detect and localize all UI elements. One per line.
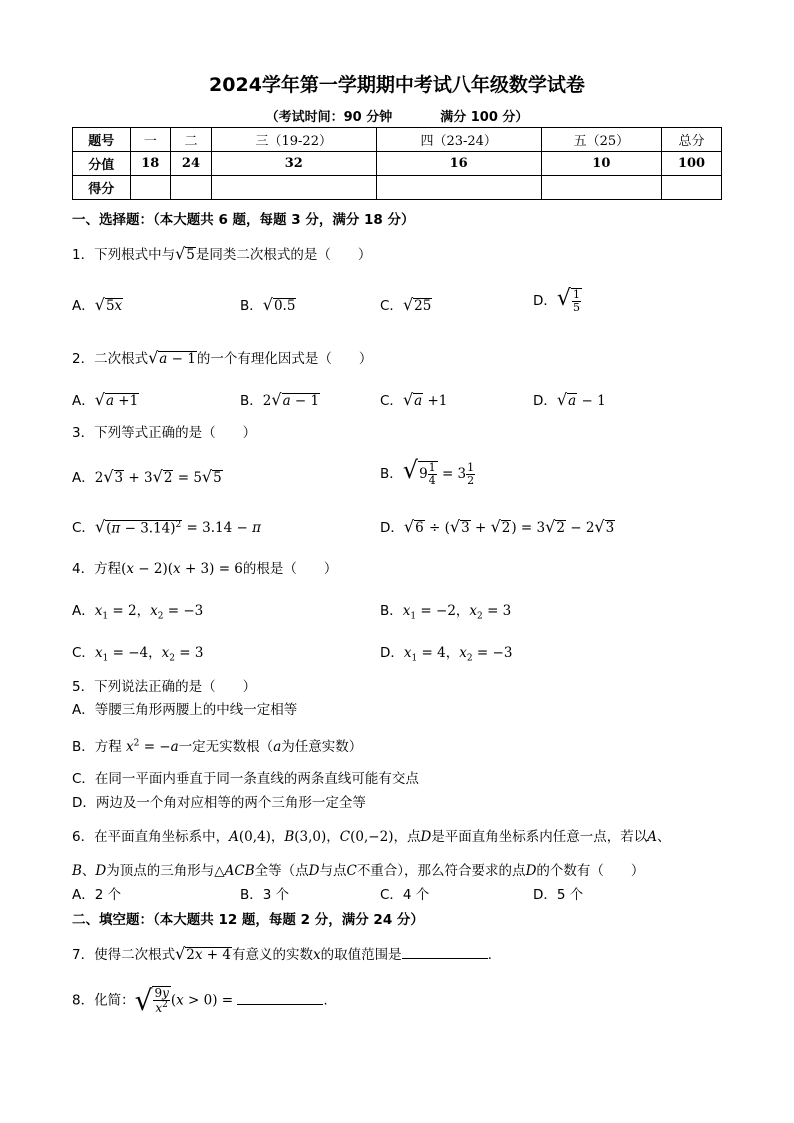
table-row bbox=[73, 128, 722, 152]
score-input-cell[interactable] bbox=[376, 176, 541, 200]
q3-option-c[interactable]: C．$√(\pi - 3.14)^2 = 3.14 - \pi$ bbox=[72, 517, 261, 536]
question-3: 3．下列等式正确的是（ ） bbox=[72, 425, 257, 441]
score-table bbox=[72, 127, 722, 200]
table-cell: 10 bbox=[541, 152, 661, 176]
exam-title: 2024学年第一学期期中考试八年级数学试卷 bbox=[209, 74, 585, 96]
q2-option-b[interactable]: B．2√a − 1 bbox=[240, 390, 320, 409]
question-7: 7．使得二次根式√2x + 4有意义的实数x的取值范围是 . bbox=[72, 944, 492, 963]
question-text: 1．下列根式中与 bbox=[72, 247, 176, 263]
q4-option-a[interactable]: A．$x_1 = 2$，$x_2 = -3$ bbox=[72, 603, 204, 622]
question-text: 是同类二次根式的是（ ） bbox=[195, 247, 372, 263]
q2-option-d[interactable]: D．√a − 1 bbox=[533, 390, 606, 409]
table-cell: 16 bbox=[376, 152, 541, 176]
table-cell: 一 bbox=[130, 128, 171, 152]
question-5: 5．下列说法正确的是（ ） bbox=[72, 679, 257, 695]
table-cell: 得分 bbox=[73, 176, 131, 200]
table-cell: 总分 bbox=[662, 128, 722, 152]
q4-option-d[interactable]: D．$x_1 = 4$，$x_2 = -3$ bbox=[380, 645, 513, 664]
score-input-cell[interactable] bbox=[130, 176, 171, 200]
table-cell: 24 bbox=[171, 152, 212, 176]
section-heading-choice: 一、选择题：（本大题共 6 题，每题 3 分，满分 18 分） bbox=[72, 212, 415, 228]
table-cell: 分值 bbox=[73, 152, 131, 176]
table-cell: 三（19-22） bbox=[211, 128, 376, 152]
q5-option-c[interactable]: C．在同一平面内垂直于同一条直线的两条直线可能有交点 bbox=[72, 771, 419, 787]
q4-option-c[interactable]: C．$x_1 = -4$，$x_2 = 3$ bbox=[72, 645, 204, 664]
q5-option-d[interactable]: D．两边及一个角对应相等的两个三角形一定全等 bbox=[72, 795, 366, 811]
table-cell: 18 bbox=[130, 152, 171, 176]
table-cell: 100 bbox=[662, 152, 722, 176]
table-row bbox=[73, 176, 722, 200]
q2-option-c[interactable]: C．√a +1 bbox=[380, 390, 448, 409]
question-2: 2．二次根式√a − 1的一个有理化因式是（ ） bbox=[72, 348, 373, 367]
score-input-cell[interactable] bbox=[211, 176, 376, 200]
score-input-cell[interactable] bbox=[171, 176, 212, 200]
table-cell: 五（25） bbox=[541, 128, 661, 152]
q3-option-a[interactable]: A．2√3 + 3√2 = 5√5 bbox=[72, 467, 222, 486]
q1-option-a[interactable]: A．√5x bbox=[72, 295, 123, 314]
question-6-line-2: B、D为顶点的三角形与△ACB全等（点D与点C不重合），那么符合要求的点D的个数有（ ） bbox=[72, 863, 645, 879]
exam-time: （考试时间：90 分钟 bbox=[265, 110, 393, 125]
table-cell: 题号 bbox=[73, 128, 131, 152]
exam-subtitle bbox=[0, 106, 794, 125]
q5-option-b[interactable]: B．方程 $x^2 = -a$一定无实数根（a为任意实数） bbox=[72, 738, 363, 755]
exam-full-score: 满分 100 分） bbox=[440, 110, 529, 125]
answer-blank[interactable] bbox=[237, 1004, 323, 1005]
q1-option-d[interactable]: D．√ $\frac{1}{5}$ bbox=[533, 286, 580, 314]
table-row bbox=[73, 152, 722, 176]
q1-option-b[interactable]: B．√0.5 bbox=[240, 295, 296, 314]
answer-blank[interactable] bbox=[402, 958, 488, 959]
q6-option-b[interactable]: B．3 个 bbox=[240, 887, 290, 903]
q3-option-b[interactable]: B．√9 $\frac{1}{4}$ = 3 $\frac{1}{2}$ bbox=[380, 456, 475, 487]
question-1: 1．下列根式中与√5是同类二次根式的是（ ） bbox=[72, 244, 372, 263]
q6-option-a[interactable]: A．2 个 bbox=[72, 887, 122, 903]
q1-option-c[interactable]: C．√25 bbox=[380, 295, 432, 314]
question-6-line-1: 6．在平面直角坐标系中，A(0,4)，B(3,0)，C(0,−2)，点D是平面直角坐标系内任意一点，若以A、 bbox=[72, 829, 671, 845]
q6-option-c[interactable]: C．4 个 bbox=[380, 887, 430, 903]
table-cell: 二 bbox=[171, 128, 212, 152]
q2-option-a[interactable]: A．√a +1 bbox=[72, 390, 139, 409]
q6-option-d[interactable]: D．5 个 bbox=[533, 887, 584, 903]
section-heading-fill: 二、填空题：（本大题共 12 题，每题 2 分，满分 24 分） bbox=[72, 912, 424, 928]
q5-option-a[interactable]: A．等腰三角形两腰上的中线一定相等 bbox=[72, 702, 298, 718]
question-4: 4．方程(x − 2)(x + 3) = 6的根是（ ） bbox=[72, 561, 338, 577]
question-8: 8．化简：√ $\frac{9y}{x^2}$ (x > 0) = . bbox=[72, 984, 328, 1017]
score-input-cell[interactable] bbox=[662, 176, 722, 200]
table-cell: 32 bbox=[211, 152, 376, 176]
table-cell: 四（23-24） bbox=[376, 128, 541, 152]
score-input-cell[interactable] bbox=[541, 176, 661, 200]
q4-option-b[interactable]: B．$x_1 = -2$，$x_2 = 3$ bbox=[380, 603, 512, 622]
q3-option-d[interactable]: D．√6 ÷ (√3 + √2) = 3√2 − 2√3 bbox=[380, 517, 615, 536]
